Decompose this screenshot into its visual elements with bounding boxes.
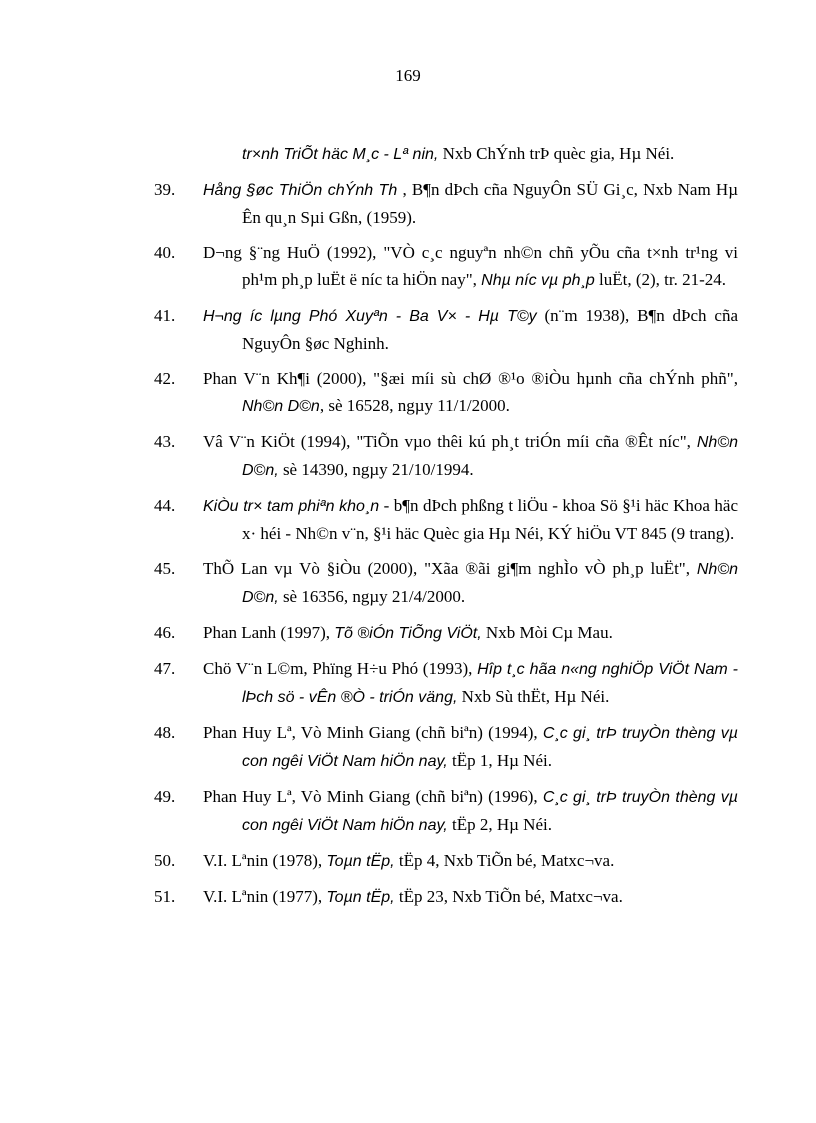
reference-segment: D¬ng §¨ng HuÖ (1992), "VÒ c¸c nguyªn nh©n chñ yÕu cña t×nh tr¹ng vi ph¹m ph¸p luËt ë níc ta hiÖn nay", [203, 243, 738, 289]
reference-item [0, 176, 816, 231]
reference-segment: tËp 1, Hµ Néi. [447, 751, 552, 770]
reference-segment: Nxb Mòi Cµ Mau. [481, 623, 613, 642]
reference-segment: Vâ V¨n KiÖt (1994), "TiÕn vµo thêi kú ph¸t triÓn míi cña ®Êt níc", [203, 432, 697, 451]
reference-segment: ThÕ Lan vµ Vò §iÒu (2000), "Xãa ®ãi gi¶m nghÌo vÒ ph¸p luËt", [203, 559, 697, 578]
reference-title: Nhµ níc vµ ph¸p [481, 272, 595, 289]
reference-title: Toµn tËp, [326, 853, 395, 870]
reference-number: 50. [154, 851, 176, 870]
reference-item [0, 428, 816, 484]
reference-segment: luËt, (2), tr. 21-24. [594, 270, 726, 289]
reference-text [203, 555, 738, 611]
reference-text [203, 176, 738, 231]
reference-number: 49. [154, 787, 176, 806]
reference-segment: V.I. Lªnin (1978), [203, 851, 327, 870]
reference-text [203, 719, 739, 775]
reference-segment: Chö V¨n L©m, Phïng H÷u Phó (1993), [203, 659, 478, 678]
reference-number: 48. [154, 723, 176, 742]
reference-item [0, 555, 816, 611]
reference-item [0, 655, 816, 711]
reference-segment: Nxb Sù thËt, Hµ Néi. [457, 687, 610, 706]
reference-title: Tõ ®iÓn TiÕng ViÖt, [334, 625, 482, 642]
reference-title: Nh©n D©n, [242, 561, 738, 606]
reference-title: Toµn tËp, [326, 889, 395, 906]
reference-segment: tËp 2, Hµ Néi. [447, 815, 552, 834]
reference-segment: , sè 16528, ngµy 11/1/2000. [319, 396, 510, 415]
reference-title: Nh©n D©n, [242, 434, 738, 479]
reference-text [203, 492, 738, 547]
reference-continuation [0, 140, 816, 168]
reference-number: 43. [154, 432, 176, 451]
reference-text [203, 655, 738, 711]
reference-segment: Phan Huy Lª, Vò Minh Giang (chñ biªn) (1994), [203, 723, 543, 742]
reference-text [203, 883, 738, 911]
reference-segment: sè 16356, ngµy 21/4/2000. [278, 587, 466, 606]
reference-item [0, 365, 816, 420]
reference-number: 45. [154, 559, 176, 578]
reference-item [0, 239, 816, 294]
reference-list [0, 132, 816, 911]
reference-item [0, 719, 816, 775]
reference-item [0, 883, 816, 911]
reference-segment: tËp 23, Nxb TiÕn bé, Matxc¬va. [394, 887, 623, 906]
reference-number: 51. [154, 887, 176, 906]
reference-title: KiÒu tr× tam phiªn kho¸n [203, 498, 380, 515]
reference-title: Hång §øc ThiÖn chÝnh Th [203, 182, 398, 199]
reference-segment: - b¶n dÞch phßng t liÖu - khoa Sö §¹i häc Khoa häc x· héi - Nh©n v¨n, §¹i häc Quèc gia Hµ Néi, KÝ hiÖu VT 845 (9 trang). [242, 496, 738, 543]
reference-text [203, 847, 738, 875]
reference-text [242, 140, 738, 168]
reference-segment: , B¶n dÞch cña NguyÔn SÜ Gi¸c, Nxb Nam Hµ Ên qu¸n Sµi Gßn, (1959). [242, 180, 738, 227]
reference-number: 47. [154, 659, 176, 678]
reference-item [0, 619, 816, 647]
reference-number: 40. [154, 243, 176, 262]
reference-text [203, 783, 739, 839]
reference-segment: Phan V¨n Kh¶i (2000), "§æi míi sù chØ ®¹o ®iÒu hµnh cña chÝnh phñ", [203, 369, 738, 388]
reference-segment: Phan Huy Lª, Vò Minh Giang (chñ biªn) (1996), [203, 787, 543, 806]
reference-number: 41. [154, 306, 176, 325]
reference-number: 44. [154, 496, 176, 515]
reference-title: C¸c gi¸ trÞ truyÒn thèng vµ con ngêi ViÖt Nam hiÖn nay, [242, 725, 739, 770]
reference-item [0, 783, 816, 839]
reference-number: 39. [154, 180, 176, 199]
reference-text [203, 365, 738, 420]
reference-segment: tËp 4, Nxb TiÕn bé, Matxc¬va. [394, 851, 615, 870]
reference-number: 46. [154, 623, 176, 642]
reference-title: Hîp t¸c hãa n«ng nghiÖp ViÖt Nam - lÞch sö - vÊn ®Ò - triÓn väng, [242, 661, 738, 706]
reference-number: 42. [154, 369, 176, 388]
reference-segment: sè 14390, ngµy 21/10/1994. [278, 460, 474, 479]
reference-title: Nh©n D©n [242, 398, 320, 415]
reference-text [203, 428, 738, 484]
reference-text [203, 239, 738, 294]
reference-item [0, 302, 816, 357]
reference-title: C¸c gi¸ trÞ truyÒn thèng vµ con ngêi ViÖt Nam hiÖn nay, [242, 789, 739, 834]
reference-segment: V.I. Lªnin (1977), [203, 887, 327, 906]
page-number: 169 [395, 66, 421, 85]
reference-title: H¬ng íc lµng Phó Xuyªn - Ba V× - Hµ T©y [203, 308, 537, 325]
reference-text [203, 619, 738, 647]
reference-title: tr×nh TriÕt häc M¸c - Lª nin, [242, 146, 439, 163]
reference-segment: Phan Lanh (1997), [203, 623, 335, 642]
reference-text [203, 302, 738, 357]
reference-segment: Nxb ChÝnh trÞ quèc gia, Hµ Néi. [438, 144, 675, 163]
reference-item [0, 847, 816, 875]
reference-item [0, 492, 816, 547]
reference-segment: (n¨m 1938), B¶n dÞch cña NguyÔn §øc Nghinh. [242, 306, 738, 353]
